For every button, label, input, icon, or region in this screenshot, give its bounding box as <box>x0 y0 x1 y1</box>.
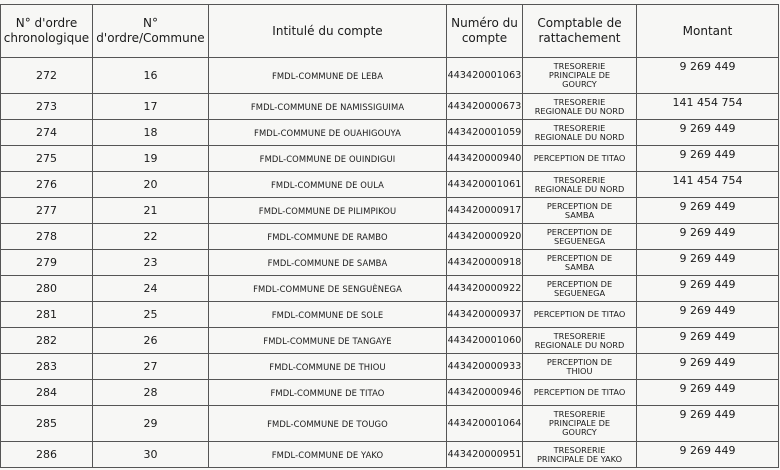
table-row <box>1 224 779 250</box>
montant-cell: 9 269 449 <box>637 380 779 406</box>
numero-cell: 443420000937 <box>447 302 523 328</box>
comptable-cell <box>523 224 637 250</box>
intitule-cell: FMDL-COMMUNE DE SOLE <box>209 302 447 328</box>
table-row <box>1 276 779 302</box>
comptable-cell <box>523 406 637 442</box>
comptable-cell <box>523 58 637 94</box>
commune-cell: 17 <box>93 94 209 120</box>
header-comptable-line2: rattachement <box>538 31 621 45</box>
comptable-cell <box>523 94 637 120</box>
comptable-line: GOURCY <box>562 79 597 89</box>
numero-cell: 443420001061 <box>447 172 523 198</box>
header-ordre-chronologique <box>1 5 93 58</box>
montant-cell: 9 269 449 <box>637 120 779 146</box>
numero-cell: 443420000933 <box>447 354 523 380</box>
table-row <box>1 94 779 120</box>
commune-cell: 28 <box>93 380 209 406</box>
table-row <box>1 302 779 328</box>
comptable-line: REGIONALE DU NORD <box>534 105 625 116</box>
table-row <box>1 146 779 172</box>
accounts-table <box>0 4 779 468</box>
header-comptable <box>523 5 637 58</box>
table-row <box>1 172 779 198</box>
comptable-line: TRESORERIE <box>553 330 606 341</box>
comptable-line: SEGUENEGA <box>553 235 606 246</box>
intitule-cell: FMDL-COMMUNE DE SENGUÈNEGA <box>209 276 447 302</box>
comptable-line: PRINCIPALE DE <box>548 70 611 80</box>
commune-cell: 16 <box>93 58 209 94</box>
comptable-line: GOURCY <box>562 427 597 437</box>
header-row <box>1 5 779 58</box>
numero-cell: 443420000673 <box>447 94 523 120</box>
header-numero <box>447 5 523 58</box>
commune-cell: 19 <box>93 146 209 172</box>
intitule-cell: FMDL-COMMUNE DE TANGAYE <box>209 328 447 354</box>
comptable-cell <box>523 146 637 172</box>
comptable-line: SAMBA <box>564 261 595 272</box>
montant-cell: 141 454 754 <box>637 172 779 198</box>
numero-cell: 443420000918 <box>447 250 523 276</box>
commune-cell: 27 <box>93 354 209 380</box>
montant-cell: 9 269 449 <box>637 328 779 354</box>
ordre-cell: 272 <box>1 58 93 94</box>
commune-cell: 20 <box>93 172 209 198</box>
header-commune-line1: N° <box>143 16 158 30</box>
commune-cell: 26 <box>93 328 209 354</box>
numero-cell: 443420000922 <box>447 276 523 302</box>
comptable-cell <box>523 172 637 198</box>
comptable-cell <box>523 380 637 406</box>
numero-cell: 443420001063 <box>447 58 523 94</box>
montant-cell: 9 269 449 <box>637 58 779 94</box>
ordre-cell: 278 <box>1 224 93 250</box>
comptable-line: PERCEPTION DE <box>546 356 613 367</box>
table-body <box>1 58 779 468</box>
ordre-cell: 281 <box>1 302 93 328</box>
ordre-cell: 279 <box>1 250 93 276</box>
ordre-cell: 274 <box>1 120 93 146</box>
ordre-cell: 276 <box>1 172 93 198</box>
comptable-line: PRINCIPALE DE <box>548 418 611 428</box>
header-numero-line2: compte <box>461 31 508 45</box>
commune-cell: 23 <box>93 250 209 276</box>
header-intitule: Intitulé du compte <box>209 5 447 58</box>
montant-cell: 9 269 449 <box>637 406 779 442</box>
header-comptable-line1: Comptable de <box>537 16 622 30</box>
numero-cell: 443420000917 <box>447 198 523 224</box>
intitule-cell: FMDL-COMMUNE DE RAMBO <box>209 224 447 250</box>
table-row <box>1 354 779 380</box>
commune-cell: 25 <box>93 302 209 328</box>
comptable-cell <box>523 328 637 354</box>
table-row <box>1 328 779 354</box>
montant-cell: 9 269 449 <box>637 224 779 250</box>
comptable-line: PERCEPTION DE <box>546 252 613 263</box>
comptable-line: TRESORERIE <box>553 444 606 455</box>
table-row <box>1 442 779 468</box>
numero-cell: 443420000946 <box>447 380 523 406</box>
commune-cell: 18 <box>93 120 209 146</box>
intitule-cell: FMDL-COMMUNE DE THIOU <box>209 354 447 380</box>
header-ordre-line2: chronologique <box>3 31 90 45</box>
comptable-cell <box>523 442 637 468</box>
comptable-line: PERCEPTION DE <box>546 278 613 289</box>
ordre-cell: 282 <box>1 328 93 354</box>
comptable-line: TRESORERIE <box>553 122 606 133</box>
intitule-cell: FMDL-COMMUNE DE OUINDIGUI <box>209 146 447 172</box>
ordre-cell: 280 <box>1 276 93 302</box>
header-numero-line1: Numéro du <box>451 16 518 30</box>
ordre-cell: 286 <box>1 442 93 468</box>
ordre-cell: 283 <box>1 354 93 380</box>
comptable-line: THIOU <box>566 365 593 376</box>
intitule-cell: FMDL-COMMUNE DE NAMISSIGUIMA <box>209 94 447 120</box>
intitule-cell: FMDL-COMMUNE DE TOUGO <box>209 406 447 442</box>
montant-cell: 9 269 449 <box>637 250 779 276</box>
table-row <box>1 406 779 442</box>
table-row <box>1 198 779 224</box>
comptable-line: TRESORERIE <box>553 96 606 107</box>
comptable-cell <box>523 354 637 380</box>
numero-cell: 443420000920 <box>447 224 523 250</box>
comptable-cell <box>523 250 637 276</box>
comptable-line: REGIONALE DU NORD <box>534 339 625 350</box>
ordre-cell: 275 <box>1 146 93 172</box>
montant-cell: 9 269 449 <box>637 442 779 468</box>
comptable-line: REGIONALE DU NORD <box>534 131 625 142</box>
montant-cell: 9 269 449 <box>637 276 779 302</box>
header-ordre-line1: N° d'ordre <box>15 16 78 30</box>
commune-cell: 24 <box>93 276 209 302</box>
comptable-cell <box>523 120 637 146</box>
table-row <box>1 380 779 406</box>
montant-cell: 9 269 449 <box>637 146 779 172</box>
numero-cell: 443420000951 <box>447 442 523 468</box>
montant-cell: 9 269 449 <box>637 354 779 380</box>
comptable-cell <box>523 302 637 328</box>
numero-cell: 443420001064 <box>447 406 523 442</box>
intitule-cell: FMDL-COMMUNE DE OULA <box>209 172 447 198</box>
table-row <box>1 250 779 276</box>
comptable-cell <box>523 276 637 302</box>
intitule-cell: FMDL-COMMUNE DE YAKO <box>209 442 447 468</box>
ordre-cell: 273 <box>1 94 93 120</box>
commune-cell: 21 <box>93 198 209 224</box>
comptable-line: PERCEPTION DE TITAO <box>533 153 626 163</box>
ordre-cell: 284 <box>1 380 93 406</box>
ordre-cell: 285 <box>1 406 93 442</box>
header-montant: Montant <box>637 5 779 58</box>
comptable-line: PERCEPTION DE <box>546 200 613 211</box>
numero-cell: 443420001059 <box>447 120 523 146</box>
comptable-line: PRINCIPALE DE YAKO <box>536 453 623 464</box>
comptable-line: TRESORERIE <box>553 61 606 71</box>
comptable-line: SAMBA <box>564 209 595 220</box>
commune-cell: 22 <box>93 224 209 250</box>
montant-cell: 9 269 449 <box>637 302 779 328</box>
montant-cell: 9 269 449 <box>637 198 779 224</box>
comptable-line: SEGUENEGA <box>553 287 606 298</box>
header-ordre-commune <box>93 5 209 58</box>
comptable-line: PERCEPTION DE <box>546 226 613 237</box>
intitule-cell: FMDL-COMMUNE DE LEBA <box>209 58 447 94</box>
comptable-line: REGIONALE DU NORD <box>534 183 625 194</box>
montant-cell: 141 454 754 <box>637 94 779 120</box>
comptable-line: PERCEPTION DE TITAO <box>533 309 626 319</box>
numero-cell: 443420001060 <box>447 328 523 354</box>
intitule-cell: FMDL-COMMUNE DE SAMBA <box>209 250 447 276</box>
comptable-line: TRESORERIE <box>553 174 606 185</box>
commune-cell: 30 <box>93 442 209 468</box>
table-row <box>1 58 779 94</box>
intitule-cell: FMDL-COMMUNE DE OUAHIGOUYA <box>209 120 447 146</box>
intitule-cell: FMDL-COMMUNE DE PILIMPIKOU <box>209 198 447 224</box>
header-commune-line2: d'ordre/Commune <box>96 31 205 45</box>
table-row <box>1 120 779 146</box>
commune-cell: 29 <box>93 406 209 442</box>
comptable-cell <box>523 198 637 224</box>
numero-cell: 443420000940 <box>447 146 523 172</box>
intitule-cell: FMDL-COMMUNE DE TITAO <box>209 380 447 406</box>
comptable-line: TRESORERIE <box>553 409 606 419</box>
ordre-cell: 277 <box>1 198 93 224</box>
comptable-line: PERCEPTION DE TITAO <box>533 387 626 397</box>
